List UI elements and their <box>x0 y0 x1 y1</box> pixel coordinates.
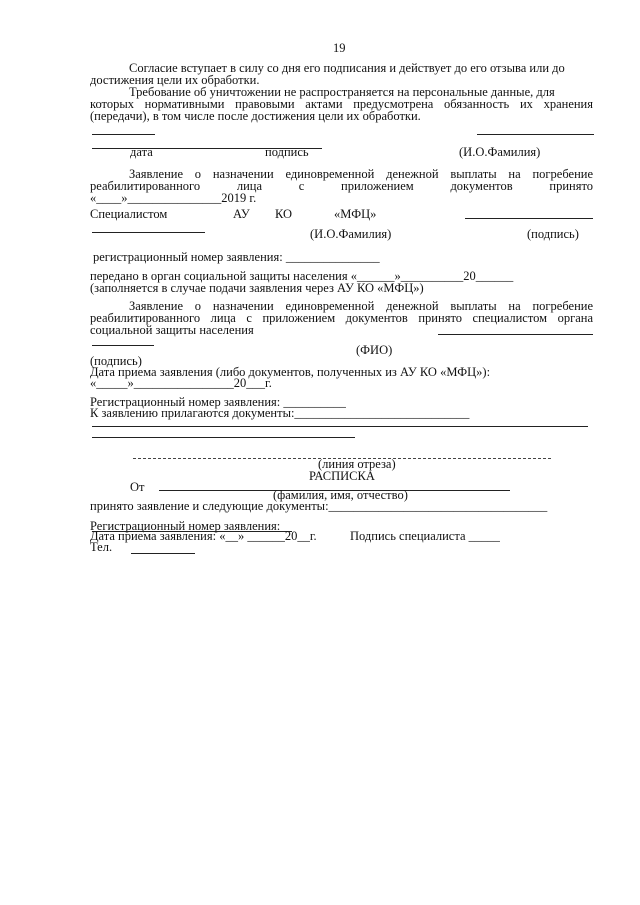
requirement-line-1: Требование об уничтожении не распространяется на персональные данные, для <box>129 85 555 99</box>
section2-date-received: Дата приема заявления (либо документов, полученных из АУ КО «МФЦ»): <box>90 365 491 379</box>
section2-line-3: социальной защиты населения <box>90 323 254 337</box>
org-au: АУ <box>233 207 250 221</box>
section2-signature-underline <box>92 345 154 346</box>
section1-line-2: реабилитированного лица с приложением документов принято <box>90 179 593 193</box>
consent-line-2: достижения цели их обработки. <box>90 73 260 87</box>
receipt-accepted-docs: принято заявление и следующие документы:___________________________________ <box>90 499 548 513</box>
receipt-reg-number: Регистрационный номер заявления: <box>90 519 281 533</box>
org-mfc: «МФЦ» <box>334 207 377 221</box>
attached-docs-line-1 <box>92 426 588 427</box>
date-label: дата <box>130 145 153 159</box>
cut-line-label: (линия отреза) <box>318 457 396 471</box>
section2-fio-label: (ФИО) <box>356 343 393 357</box>
specialist-signature-underline <box>465 218 593 219</box>
signature-label: подпись <box>265 145 309 159</box>
section2-signature-label: (подпись) <box>90 354 142 368</box>
page-number: 19 <box>333 41 346 55</box>
receipt-title: РАСПИСКА <box>309 469 375 483</box>
section2-date-line: «_____»________________20___г. <box>90 376 272 390</box>
requirement-line-2: которых нормативными правовыми актами предусмотрена обязанность их хранения <box>90 97 593 111</box>
section1-transferred-note: (заполняется в случае подачи заявления через АУ КО «МФЦ») <box>90 281 424 295</box>
section2-specialist-underline <box>438 334 593 335</box>
receipt-date: Дата приема заявления: «__» ______20__г. <box>90 529 317 543</box>
receipt-from-label: От <box>130 480 145 494</box>
name-underline <box>477 134 594 135</box>
section1-reg-number: регистрационный номер заявления: _______________ <box>93 250 380 264</box>
section1-line-1: Заявление о назначении единовременной денежной выплаты на погребение <box>129 167 593 181</box>
org-ko: КО <box>275 207 293 221</box>
receipt-phone-label: Тел. <box>90 540 113 554</box>
specialist-name-underline <box>92 232 205 233</box>
receipt-from-caption: (фамилия, имя, отчество) <box>273 488 408 502</box>
section1-name-label: (И.О.Фамилия) <box>310 227 392 241</box>
specialist-label: Специалистом <box>90 207 168 221</box>
consent-line-1: Согласие вступает в силу со дня его подписания и действует до его отзыва или до <box>129 61 565 75</box>
requirement-line-3: (передачи), в том числе после достижения цели их обработки. <box>90 109 421 123</box>
section2-attached-docs: К заявлению прилагаются документы:____________________________ <box>90 406 470 420</box>
section2-line-2: реабилитированного лица с приложением документов принято специалистом органа <box>90 311 593 325</box>
date-underline-short <box>92 134 155 135</box>
section1-signature-label: (подпись) <box>527 227 579 241</box>
section1-date-line: «____»_______________2019 г. <box>90 191 257 205</box>
section2-line-1: Заявление о назначении единовременной денежной выплаты на погребение <box>129 299 593 313</box>
receipt-phone-underline <box>131 553 195 554</box>
section2-reg-number: Регистрационный номер заявления: __________ <box>90 395 346 409</box>
attached-docs-line-2 <box>92 437 355 438</box>
receipt-specialist-signature: Подпись специалиста _____ <box>350 529 500 543</box>
name-label: (И.О.Фамилия) <box>459 145 541 159</box>
section1-transferred: передано в орган социальной защиты населения «______»__________20______ <box>90 269 514 283</box>
